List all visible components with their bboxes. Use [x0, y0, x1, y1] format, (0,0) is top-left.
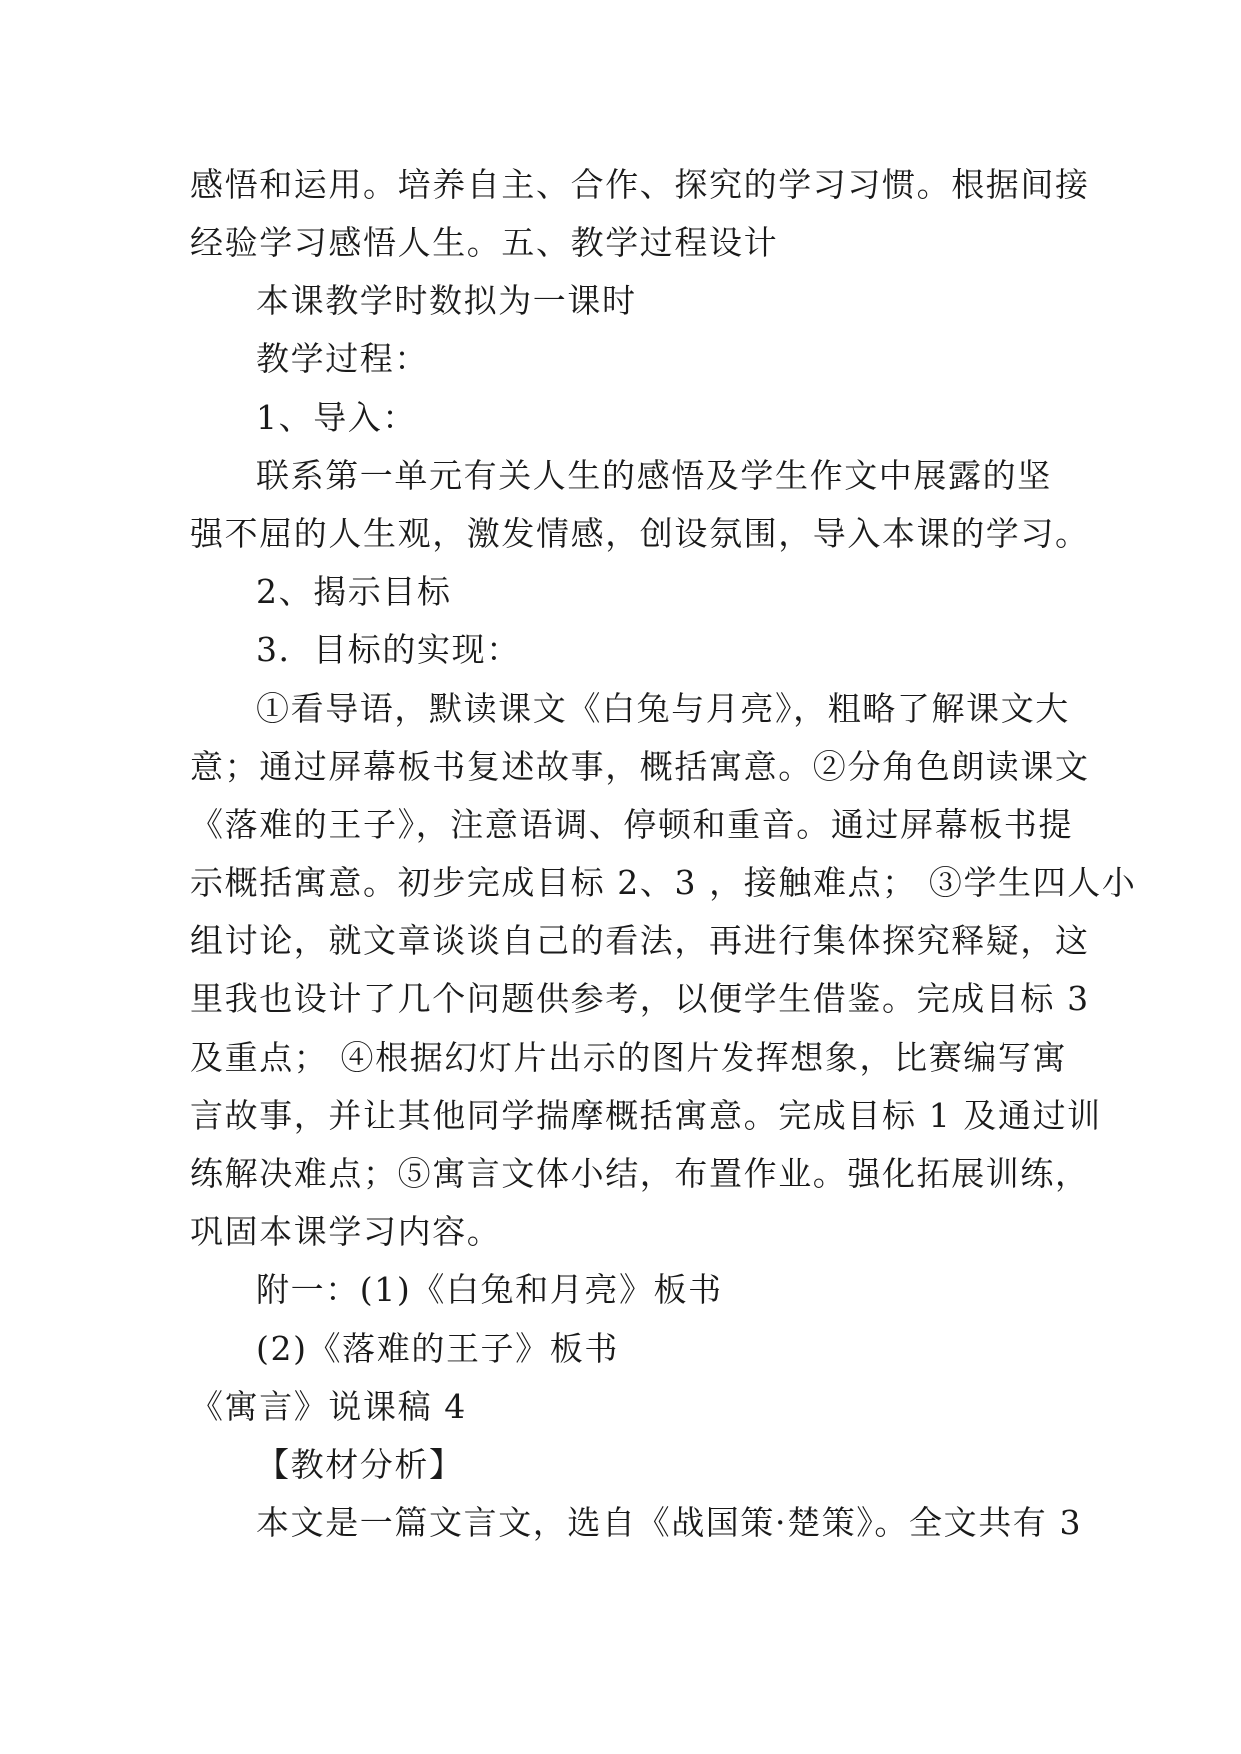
- subsection-heading: 【教材分析】: [256, 1445, 464, 1484]
- paragraph-line: 3．目标的实现：: [256, 630, 521, 669]
- paragraph-line: 附一：(1)《白兔和月亮》板书: [256, 1270, 723, 1309]
- paragraph-line: 练解决难点；⑤寓言文体小结，布置作业。强化拓展训练，: [190, 1154, 1090, 1193]
- paragraph-line: 联系第一单元有关人生的感悟及学生作文中展露的坚: [256, 456, 1052, 495]
- paragraph-line: 言故事，并让其他同学揣摩概括寓意。完成目标 1 及通过训: [190, 1096, 1102, 1135]
- paragraph-line: 示概括寓意。初步完成目标 2、3 ，接触难点； ③学生四人小: [190, 863, 1137, 902]
- paragraph-line: 组讨论，就文章谈谈自己的看法，再进行集体探究释疑，这: [190, 921, 1090, 960]
- paragraph-line: 2、揭示目标: [256, 572, 452, 611]
- paragraph-line: 强不屈的人生观，激发情感，创设氛围，导入本课的学习。: [190, 514, 1090, 553]
- paragraph-line: 1、导入：: [256, 398, 417, 437]
- paragraph-line: 里我也设计了几个问题供参考，以便学生借鉴。完成目标 3: [190, 979, 1090, 1018]
- paragraph-line: 本文是一篇文言文，选自《战国策·楚策》。全文共有 3: [256, 1503, 1083, 1542]
- paragraph-line: ①看导语，默读课文《白兔与月亮》，粗略了解课文大: [256, 689, 1070, 728]
- paragraph-line: 感悟和运用。培养自主、合作、探究的学习习惯。根据间接: [190, 165, 1090, 204]
- paragraph-line: 本课教学时数拟为一课时: [256, 281, 637, 320]
- paragraph-line: 《落难的王子》，注意语调、停顿和重音。通过屏幕板书提: [190, 805, 1074, 844]
- section-heading: 《寓言》说课稿 4: [190, 1387, 467, 1426]
- paragraph-line: 意；通过屏幕板书复述故事，概括寓意。②分角色朗读课文: [190, 747, 1090, 786]
- paragraph-line: 巩固本课学习内容。: [190, 1212, 502, 1251]
- paragraph-line: (2)《落难的王子》板书: [256, 1329, 619, 1368]
- paragraph-line: 教学过程：: [256, 339, 429, 378]
- paragraph-line: 经验学习感悟人生。五、教学过程设计: [190, 223, 779, 262]
- paragraph-line: 及重点； ④根据幻灯片出示的图片发挥想象，比赛编写寓: [190, 1038, 1068, 1077]
